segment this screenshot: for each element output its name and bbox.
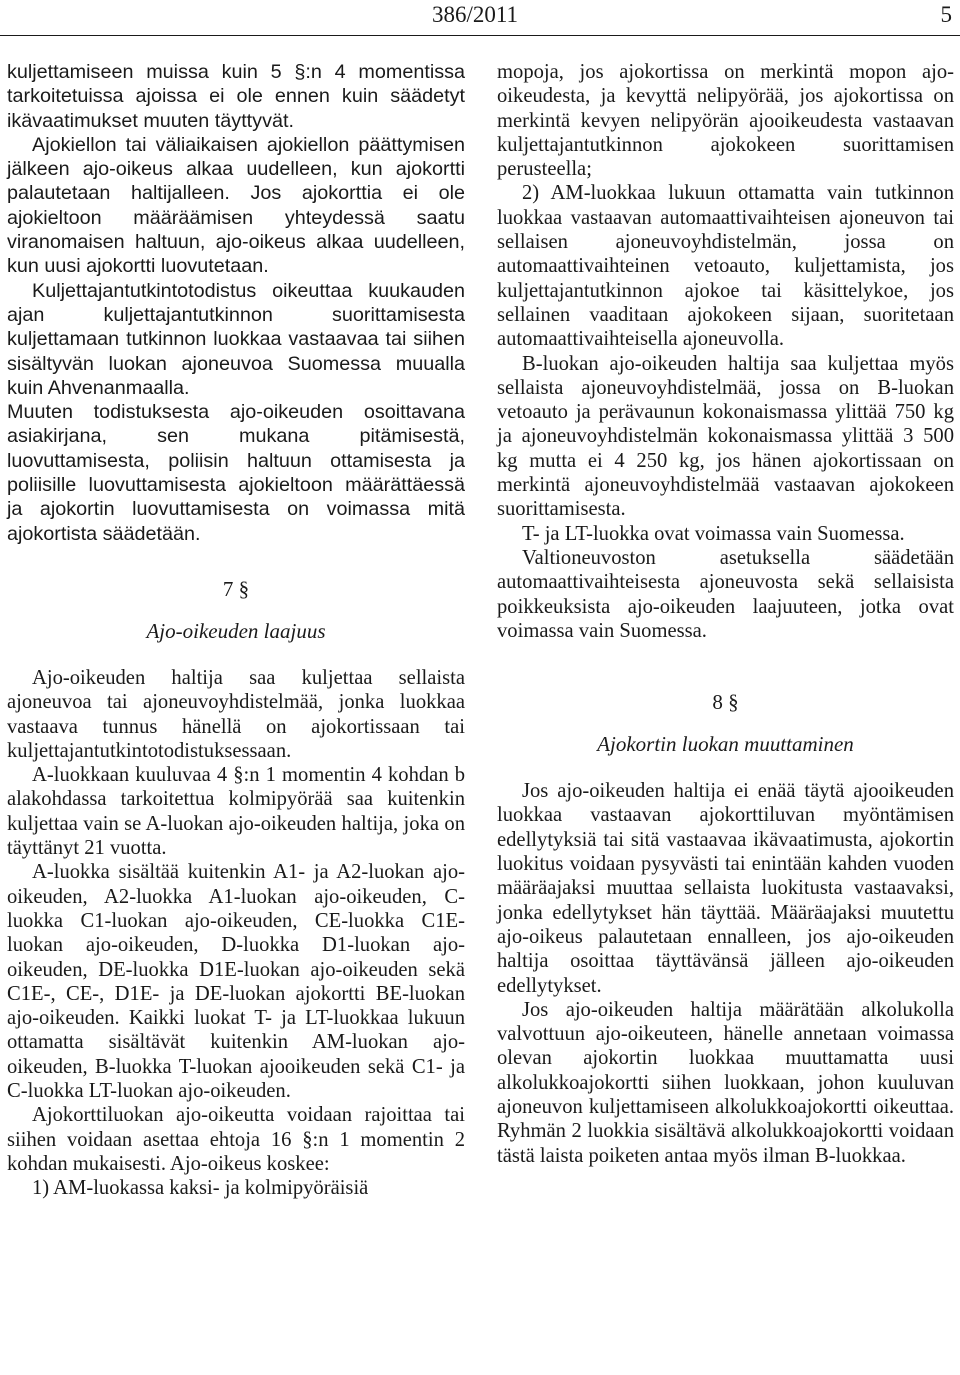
section-7 xyxy=(7,576,465,1201)
paragraph: A-luokkaan kuuluvaa 4 §:n 1 momentin 4 kohdan b alakohdassa tarkoitettua kolmipyörää saa kuitenkin kuljettaa vain se A-luokan ajo-oikeuden haltija, joka on täyttänyt 21 vuotta. xyxy=(7,764,465,860)
paragraph: Ajokorttiluokan ajo-oikeutta voidaan rajoittaa tai siihen voidaan asettaa ehtoja 16 §:n 1 momentin 2 kohdan mukaisesti. Ajo-oikeus koskee: xyxy=(7,1104,465,1175)
left-column xyxy=(7,60,465,1200)
list-item: 2) AM-luokkaa lukuun ottamatta vain tutkinnon luokkaa vastaavan automaattivaihteisen ajoneuvon tai sellaisen ajoneuvoyhdistelmän, jossa on automaattivaihteinen vetoauto, kuljettamista, jos kuljettajantutkinnon ajokoe tai käsittelykoe, jos sellainen vaaditaan ajokokeen sijaan, suoritetaan automaattivaihteisella ajoneuvolla. xyxy=(497,182,954,351)
paragraph: B-luokan ajo-oikeuden haltija saa kuljettaa myös sellaista ajoneuvoyhdistelmää, jossa on B-luokan vetoauto ja perävaunun kokonaismassa ylittää 750 kg ja ajoneuvoyhdistelmän kokonaismassa ylittää 3 500 kg mutta ei 4 250 kg, jos hänen ajokortissaan on merkintä ajoneuvoyhdistelmää vastaavan ajokokeen suorittamisesta. xyxy=(497,352,954,521)
paragraph: T- ja LT-luokka ovat voimassa vain Suomessa. xyxy=(522,522,905,545)
section-title: Ajokortin luokan muuttaminen xyxy=(597,732,854,757)
paragraph: A-luokka sisältää kuitenkin A1- ja A2-luokan ajo-oikeuden, A2-luokka A1-luokan ajo-oikeuden, C-luokka C1-luokan ajo-oikeuden, CE-luokka C1E-luokan ajo-oikeuden, D-luokka D1-luokan ajo-oikeuden, DE-luokka D1E-luokan ajo-oikeuden sekä C1E-, CE-, D1E- ja DE-luokan ajokortti BE-luokan ajo-oikeuden. Kaikki luokat T- ja LT-luokkaa lukuun ottamatta sisältävät kuitenkin AM-luokan ajo-oikeuden, B-luokka T-luokan ajooikeuden sekä C1- ja C-luokka LT-luokan ajo-oikeuden. xyxy=(7,861,465,1102)
section-title: Ajo-oikeuden laajuus xyxy=(146,618,326,643)
section-number: 8 § xyxy=(712,690,739,715)
section-number: 7 § xyxy=(222,576,250,601)
paragraph: mopoja, jos ajokortissa on merkintä mopon ajo-oikeudesta, ja kevyttä nelipyörää, jos ajokortissa on merkintä kevyen nelipyörän ajooikeudesta vastaavan kuljettajantutkinnon ajokokeen suorittamisen perusteella; xyxy=(497,61,954,181)
paragraph: kuljettamiseen muissa kuin 5 §:n 4 momentissa tarkoitetuissa ajoissa ei ole ennen kuin säädetyt ikävaatimukset muuten täyttyvät. xyxy=(7,61,465,132)
paragraph: Ajo-oikeuden haltija saa kuljettaa sellaista ajoneuvoa tai ajoneuvoyhdistelmää, jonka luokkaa vastaava tunnus hänellä on ajokortissaan tai kuljettajantutkintotodistuksessaan. xyxy=(7,666,465,762)
page-number: 5 xyxy=(940,2,952,27)
paragraph: Jos ajo-oikeuden haltija ei enää täytä ajooikeuden luokkaa vastaavan ajokorttiluvan myöntämisen edellytyksiä tai sitä vastaavaa ikävaatimusta, ajokortin luokitus voidaan pysyvästi tai enintään kahden vuoden määräajaksi muuttaa sellaista luokitusta vastaavaksi, jonka edellytykset hän täyttää. Määräajaksi muutettu ajo-oikeus palautetaan ennalleen, jos ajo-oikeuden haltija osoittaa täyttävänsä jälleen ajo-oikeuden edellytykset. xyxy=(497,780,954,997)
paragraph: Muuten todistuksesta ajo-oikeuden osoittavana asiakirjana, sen mukana pitämisestä, luovuttamisesta, poliisin haltuun ottamisesta ja poliisille luovuttamisesta ajokieltoon määrättäessä ja ajokortin luovuttamisesta on voimassa mitä ajokortista säädetään. xyxy=(7,401,465,545)
paragraph: Jos ajo-oikeuden haltija määrätään alkolukolla valvottuun ajo-oikeuteen, hänelle annetaan voimassa olevan ajokortin luokkaa muuttamatta uusi alkolukkoajokortti siihen luokkaan, johon kuuluvan ajoneuvon kuljettamiseen alkolukkoajokortti oikeuttaa. Ryhmän 2 luokkia sisältävä alkolukkoajokortti voidaan tästä laista poiketen antaa myös ilman B-luokkaa. xyxy=(497,998,954,1167)
paragraph: Valtioneuvoston asetuksella säädetään automaattivaihteisesta ajoneuvosta sekä sellaisista poikkeuksista ajo-oikeuden laajuuteen, jotka ovat voimassa vain Suomessa. xyxy=(497,546,954,642)
paragraph: Kuljettajantutkintotodistus oikeuttaa kuukauden ajan kuljettajantutkinnon suorittamisesta kuljettamaan tutkinnon luokkaa vastaavaa tai siihen sisältyvän luokan ajoneuvoa Suomessa muualla kuin Ahvenanmaalla. xyxy=(7,279,465,399)
right-column xyxy=(497,60,954,1168)
header-rule xyxy=(0,35,960,36)
issue-number: 386/2011 xyxy=(432,2,519,27)
list-item: 1) AM-luokassa kaksi- ja kolmipyöräisiä xyxy=(32,1177,369,1200)
page-header xyxy=(0,0,960,30)
paragraph: Ajokiellon tai väliaikaisen ajokiellon päättymisen jälkeen ajo-oikeus alkaa uudelleen, kun ajokortti palautetaan haltijalleen. Jos ajokorttia ei ole ajokieltoon määräämisen yhteydessä saatu viranomaisen haltuun, ajo-oikeus alkaa uudelleen, kun uusi ajokortti luovutetaan. xyxy=(7,133,465,278)
